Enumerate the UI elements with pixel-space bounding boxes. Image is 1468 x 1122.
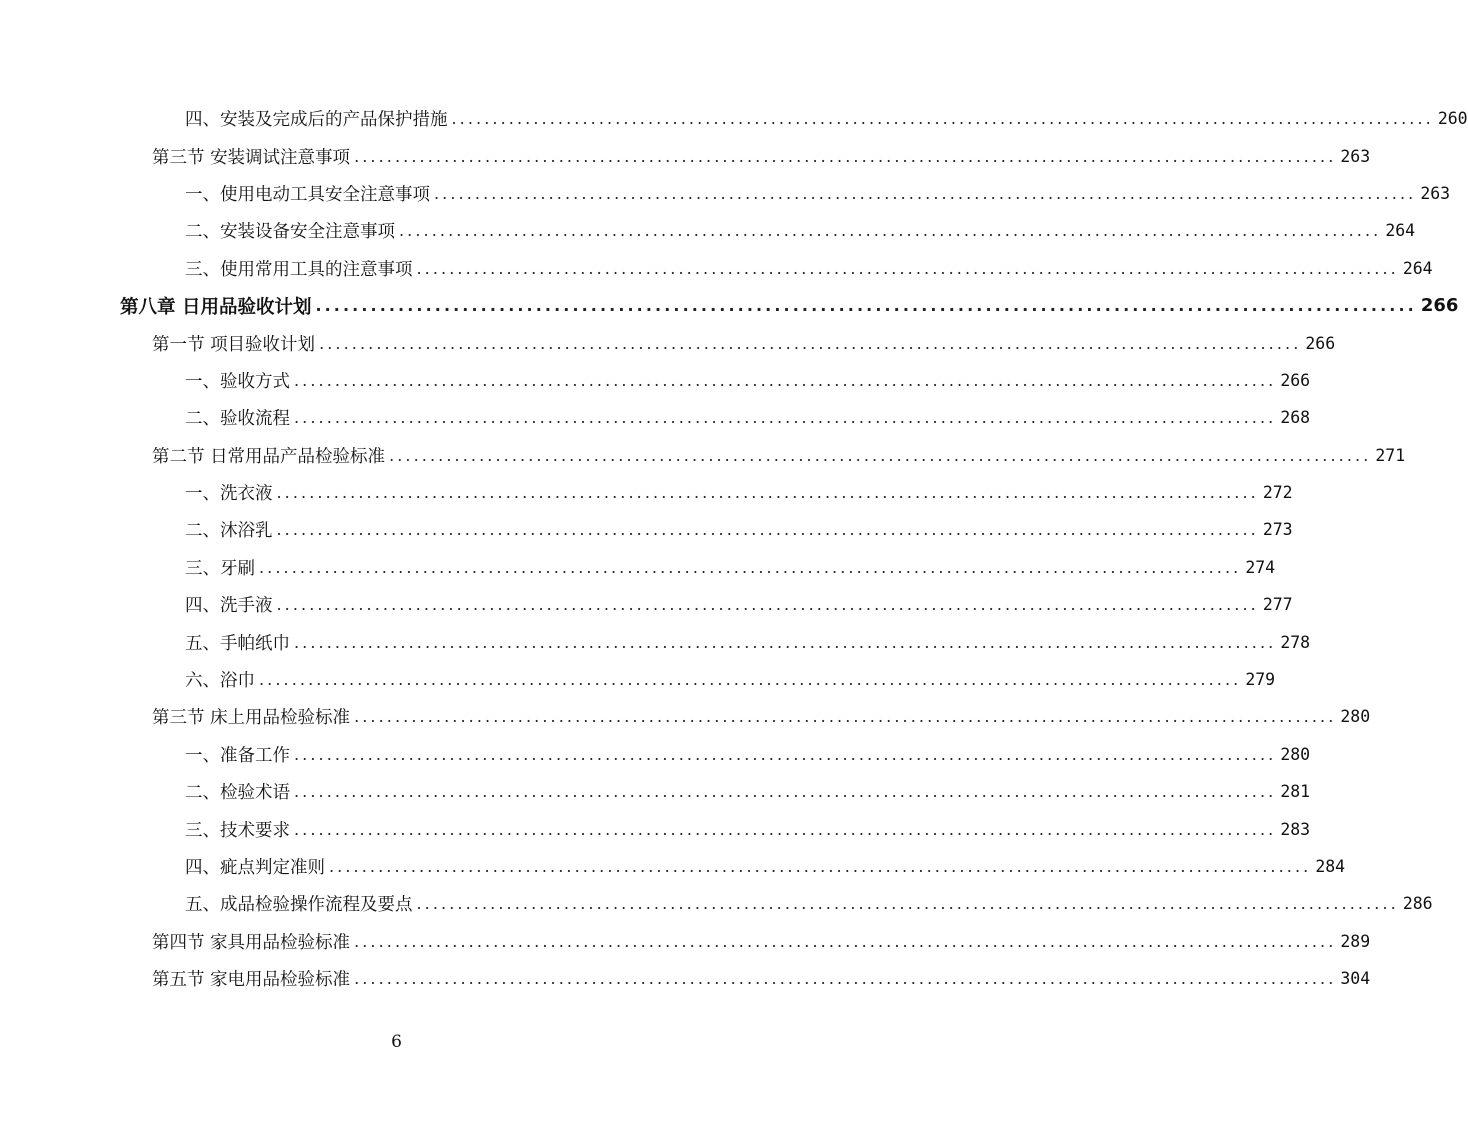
toc-entry-page-number: 284: [1315, 857, 1346, 876]
toc-entry-item[interactable]: [0, 848, 1346, 885]
toc-entry-item[interactable]: [0, 250, 1433, 287]
toc-entry-item[interactable]: [0, 549, 1276, 586]
dot-leader: ........................................................................................................................: [451, 109, 1434, 129]
toc-entry-section[interactable]: [0, 923, 1371, 960]
toc-entry-title: 第八章 日用品验收计划: [120, 293, 315, 319]
toc-entry-page-number: 264: [1402, 258, 1433, 278]
dot-leader: ........................................................................................................................: [389, 445, 1372, 465]
toc-entry-page-number: 280: [1340, 707, 1371, 727]
toc-entry-page-number: 280: [1280, 744, 1311, 764]
table-of-contents: [0, 100, 1468, 997]
dot-leader: ........................................................................................................................: [354, 931, 1337, 951]
dot-leader: ........................................................................................................................: [294, 632, 1277, 652]
toc-entry-page-number: 266: [1420, 295, 1459, 317]
toc-entry-title: 第二节 日常用品产品检验标准: [152, 443, 389, 468]
toc-entry-title: 一、洗衣液: [185, 480, 277, 505]
dot-leader: ........................................................................................................................: [294, 744, 1277, 764]
dot-leader: ........................................................................................................................: [276, 483, 1259, 503]
dot-leader: ........................................................................................................................: [354, 146, 1337, 166]
toc-entry-title: 二、安装设备安全注意事项: [185, 218, 399, 243]
toc-entry-title: 一、使用电动工具安全注意事项: [185, 181, 434, 206]
toc-entry-title: 四、洗手液: [185, 592, 277, 617]
dot-leader: ........................................................................................................................: [294, 370, 1277, 390]
toc-entry-item[interactable]: [0, 623, 1311, 660]
toc-entry-title: 第三节 安装调试注意事项: [152, 144, 354, 169]
toc-entry-item[interactable]: [0, 511, 1293, 548]
toc-entry-title: 第一节 项目验收计划: [152, 331, 319, 356]
dot-leader: ........................................................................................................................: [315, 296, 1417, 316]
toc-entry-page-number: 264: [1385, 221, 1416, 241]
dot-leader: ........................................................................................................................: [319, 333, 1302, 353]
toc-entry-page-number: 260: [1437, 109, 1468, 129]
toc-entry-title: 三、技术要求: [185, 817, 294, 842]
toc-entry-title: 一、验收方式: [185, 368, 294, 393]
toc-entry-page-number: 279: [1245, 670, 1276, 690]
toc-entry-title: 五、手帕纸巾: [185, 630, 294, 655]
toc-entry-title: 三、使用常用工具的注意事项: [185, 256, 417, 281]
toc-entry-section[interactable]: [0, 960, 1371, 997]
dot-leader: ........................................................................................................................: [294, 782, 1277, 802]
toc-entry-title: 三、牙刷: [185, 555, 259, 580]
dot-leader: ........................................................................................................................: [354, 969, 1337, 989]
toc-entry-page-number: 268: [1280, 408, 1311, 428]
toc-entry-page-number: 278: [1280, 632, 1311, 652]
toc-entry-page-number: 277: [1262, 595, 1293, 615]
toc-entry-page-number: 263: [1340, 146, 1371, 166]
toc-entry-item[interactable]: [0, 362, 1311, 399]
toc-entry-title: 第三节 床上用品检验标准: [152, 704, 354, 729]
dot-leader: ........................................................................................................................: [259, 557, 1242, 577]
toc-entry-item[interactable]: [0, 474, 1293, 511]
dot-leader: ........................................................................................................................: [416, 894, 1399, 914]
toc-entry-page-number: 266: [1305, 333, 1336, 353]
toc-entry-page-number: 281: [1280, 782, 1311, 802]
toc-entry-title: 第五节 家电用品检验标准: [152, 966, 354, 991]
toc-entry-title: 二、验收流程: [185, 405, 294, 430]
toc-entry-item[interactable]: [0, 810, 1311, 847]
toc-entry-item[interactable]: [0, 885, 1433, 922]
toc-entry-section[interactable]: [0, 698, 1371, 735]
toc-entry-section[interactable]: [0, 437, 1406, 474]
dot-leader: ........................................................................................................................: [276, 520, 1259, 540]
dot-leader: ........................................................................................................................: [276, 595, 1259, 615]
toc-entry-title: 一、准备工作: [185, 742, 294, 767]
toc-entry-item[interactable]: [0, 661, 1276, 698]
toc-entry-title: 第四节 家具用品检验标准: [152, 929, 354, 954]
toc-entry-item[interactable]: [0, 586, 1293, 623]
toc-entry-title: 二、沐浴乳: [185, 517, 277, 542]
dot-leader: ........................................................................................................................: [294, 819, 1277, 839]
dot-leader: ........................................................................................................................: [354, 707, 1337, 727]
toc-entry-chapter[interactable]: [0, 287, 1459, 324]
toc-entry-title: 四、安装及完成后的产品保护措施: [185, 106, 452, 131]
toc-entry-item[interactable]: [0, 399, 1311, 436]
toc-entry-item[interactable]: [0, 773, 1311, 810]
toc-entry-title: 四、疵点判定准则: [185, 854, 329, 879]
toc-entry-page-number: 304: [1340, 969, 1371, 989]
toc-entry-page-number: 271: [1375, 445, 1406, 465]
toc-entry-page-number: 272: [1262, 483, 1293, 503]
toc-entry-page-number: 263: [1420, 183, 1451, 203]
dot-leader: ........................................................................................................................: [329, 857, 1312, 876]
toc-entry-item[interactable]: [0, 212, 1416, 249]
toc-entry-item[interactable]: [0, 100, 1468, 137]
dot-leader: ........................................................................................................................: [294, 408, 1277, 428]
toc-entry-page-number: 273: [1262, 520, 1293, 540]
toc-entry-title: 五、成品检验操作流程及要点: [185, 891, 417, 916]
toc-entry-page-number: 286: [1402, 894, 1433, 914]
dot-leader: ........................................................................................................................: [434, 183, 1417, 203]
toc-entry-section[interactable]: [0, 324, 1336, 361]
dot-leader: ........................................................................................................................: [259, 670, 1242, 690]
toc-entry-title: 二、检验术语: [185, 779, 294, 804]
dot-leader: ........................................................................................................................: [399, 221, 1382, 241]
toc-entry-item[interactable]: [0, 736, 1311, 773]
toc-entry-item[interactable]: [0, 175, 1451, 212]
toc-entry-page-number: 274: [1245, 557, 1276, 577]
dot-leader: ........................................................................................................................: [416, 258, 1399, 278]
toc-entry-page-number: 283: [1280, 819, 1311, 839]
toc-entry-title: 六、浴巾: [185, 667, 259, 692]
toc-entry-page-number: 289: [1340, 931, 1371, 951]
page-number: 6: [391, 1032, 402, 1052]
toc-entry-section[interactable]: [0, 137, 1371, 174]
toc-entry-page-number: 266: [1280, 370, 1311, 390]
